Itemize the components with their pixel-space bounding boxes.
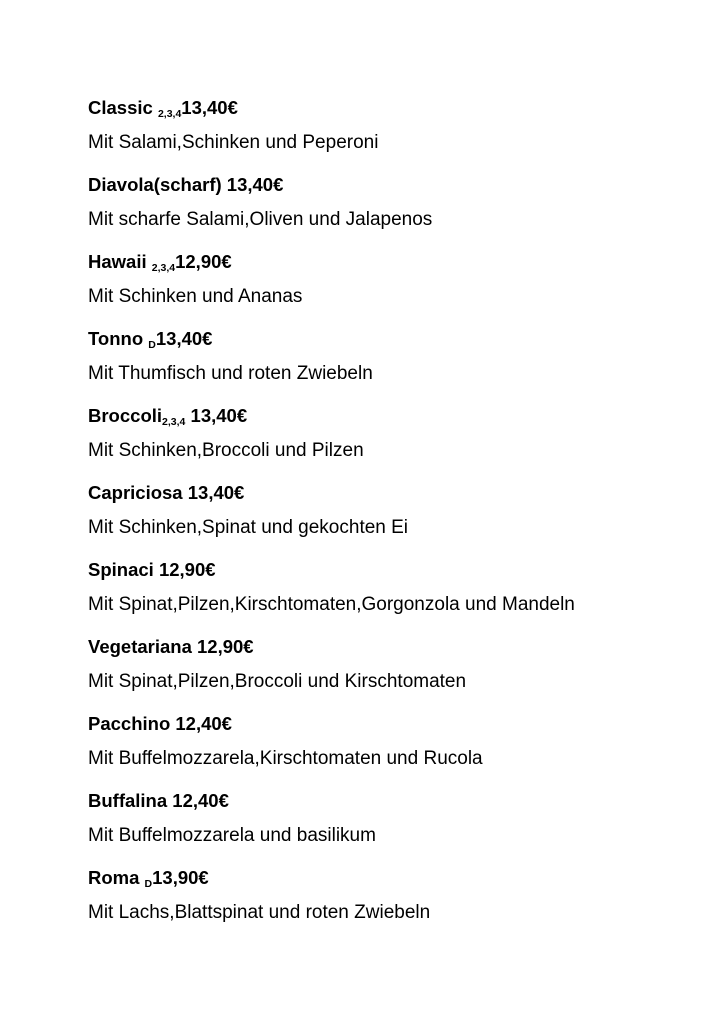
item-title — [88, 632, 708, 662]
item-price: 13,40€ — [226, 174, 284, 195]
item-allergens: D — [148, 339, 156, 351]
item-name: Diavola(scharf) — [88, 174, 227, 195]
item-description: Mit Buffelmozzarela,Kirschtomaten und Rucola — [88, 748, 483, 769]
item-allergens: 2,3,4 — [157, 108, 182, 120]
menu-item-spinaci — [88, 555, 708, 625]
item-allergens: 2,3,4 — [151, 262, 176, 274]
item-description: Mit Buffelmozzarela und basilikum — [88, 825, 376, 846]
item-description: Mit Salami,Schinken und Peperoni — [88, 132, 379, 153]
menu-item-hawaii — [88, 247, 708, 317]
item-title — [88, 93, 708, 123]
item-name: Broccoli — [88, 405, 163, 426]
menu-item-pacchino — [88, 709, 708, 779]
menu-item-capriciosa — [88, 478, 708, 548]
menu-item-buffalina — [88, 786, 708, 856]
menu-item-tonno — [88, 324, 708, 394]
item-description: Mit Schinken und Ananas — [88, 286, 303, 307]
item-description: Mit Spinat,Pilzen,Broccoli und Kirschtomaten — [88, 671, 467, 692]
item-price: 13,40€ — [187, 482, 245, 503]
item-title — [88, 863, 708, 893]
item-title — [88, 786, 708, 816]
menu-item-vegetariana — [88, 632, 708, 702]
item-title — [88, 401, 708, 431]
menu-item-roma — [88, 863, 708, 933]
item-name: Tonno — [88, 328, 149, 349]
item-price: 12,90€ — [158, 559, 216, 580]
item-price: 13,40€ — [185, 405, 248, 426]
item-title — [88, 247, 708, 277]
item-name: Capriciosa — [88, 482, 188, 503]
item-name: Buffalina — [88, 790, 173, 811]
item-title — [88, 324, 708, 354]
item-name: Pacchino — [88, 713, 176, 734]
item-name: Vegetariana — [88, 636, 198, 657]
item-title — [88, 478, 708, 508]
item-allergens: 2,3,4 — [162, 416, 186, 428]
item-description: Mit scharfe Salami,Oliven und Jalapenos — [88, 209, 433, 230]
item-name: Classic — [88, 97, 158, 118]
item-description: Mit Schinken,Spinat und gekochten Ei — [88, 517, 409, 538]
item-name: Spinaci — [88, 559, 159, 580]
menu-item-broccoli — [88, 401, 708, 471]
item-price: 13,40€ — [181, 97, 238, 118]
item-name: Roma — [88, 867, 145, 888]
item-price: 12,40€ — [172, 790, 229, 811]
menu-item-diavola — [88, 170, 708, 240]
item-price: 12,40€ — [175, 713, 232, 734]
menu-item-classic — [88, 93, 708, 163]
item-price: 12,90€ — [175, 251, 232, 272]
item-price: 12,90€ — [197, 636, 254, 657]
item-title — [88, 170, 708, 200]
item-price: 13,90€ — [152, 867, 209, 888]
item-title — [88, 555, 708, 585]
item-title — [88, 709, 708, 739]
item-description: Mit Schinken,Broccoli und Pilzen — [88, 440, 364, 461]
item-allergens: D — [144, 878, 153, 890]
pizza-menu — [88, 86, 708, 933]
item-description: Mit Thumfisch und roten Zwiebeln — [88, 363, 373, 384]
item-name: Hawaii — [88, 251, 152, 272]
item-description: Mit Spinat,Pilzen,Kirschtomaten,Gorgonzola und Mandeln — [88, 594, 575, 615]
item-description: Mit Lachs,Blattspinat und roten Zwiebeln — [88, 902, 431, 923]
item-price: 13,40€ — [155, 328, 213, 349]
